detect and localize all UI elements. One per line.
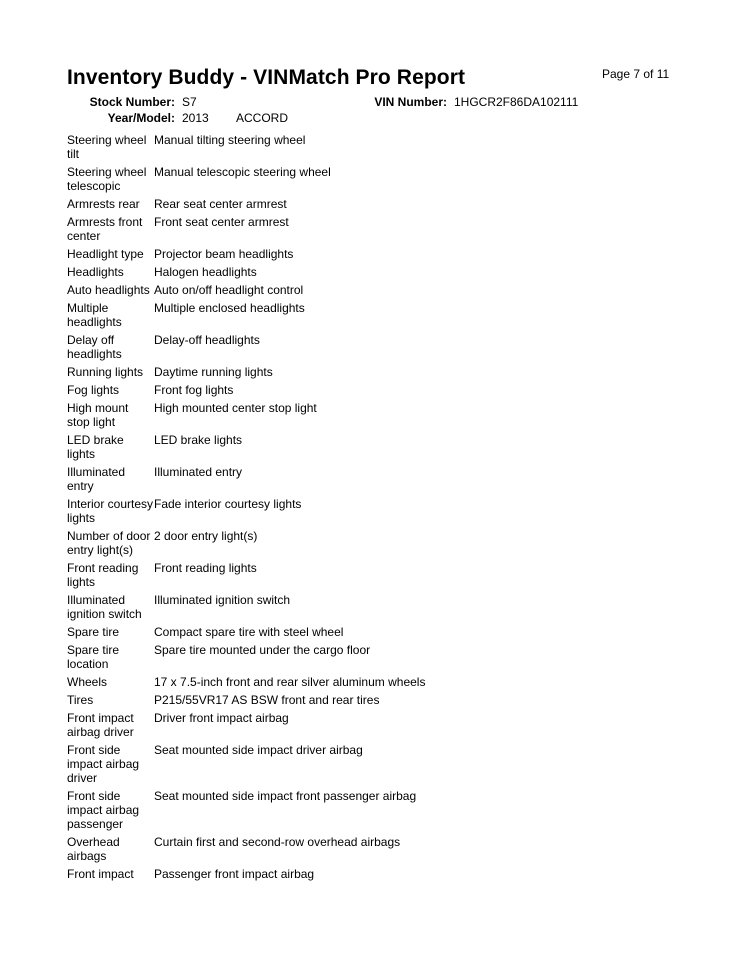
- spec-label: Headlights: [67, 265, 124, 279]
- table-row: [67, 465, 727, 493]
- spec-value: Front seat center armrest: [154, 215, 289, 229]
- table-row: [67, 365, 727, 379]
- spec-value: Driver front impact airbag: [154, 711, 289, 725]
- spec-value: Seat mounted side impact driver airbag: [154, 743, 363, 757]
- table-row: [67, 835, 727, 863]
- spec-label: Number of door entry light(s): [67, 529, 151, 557]
- spec-value: Halogen headlights: [154, 265, 257, 279]
- spec-label: Front impact airbag driver: [67, 711, 134, 739]
- spec-label: Interior courtesy lights: [67, 497, 154, 525]
- table-row: [67, 593, 727, 621]
- spec-value: LED brake lights: [154, 433, 243, 447]
- table-row: [67, 401, 727, 429]
- table-row: [67, 529, 727, 557]
- spec-value: Passenger front impact airbag: [154, 867, 315, 881]
- table-row: [67, 743, 727, 785]
- table-row: [67, 625, 727, 639]
- table-row: [67, 643, 727, 671]
- table-row: [67, 215, 727, 243]
- spec-value: Seat mounted side impact front passenger airbag: [154, 789, 417, 803]
- table-row: [67, 675, 727, 689]
- spec-value: Delay-off headlights: [154, 333, 260, 347]
- table-row: [67, 283, 727, 297]
- spec-label: Spare tire: [67, 625, 120, 639]
- spec-value: Spare tire mounted under the cargo floor: [154, 643, 371, 657]
- spec-label: Front impact: [67, 867, 134, 881]
- spec-value: Multiple enclosed headlights: [154, 301, 305, 315]
- spec-value: Auto on/off headlight control: [154, 283, 304, 297]
- spec-label: Front reading lights: [67, 561, 139, 589]
- spec-label: LED brake lights: [67, 433, 124, 461]
- spec-value: Illuminated entry: [154, 465, 243, 479]
- spec-value: P215/55VR17 AS BSW front and rear tires: [154, 693, 380, 707]
- spec-label: Steering wheel telescopic: [67, 165, 147, 193]
- spec-value: Rear seat center armrest: [154, 197, 287, 211]
- spec-label: Wheels: [67, 675, 108, 689]
- spec-label: Spare tire location: [67, 643, 120, 671]
- spec-label: Fog lights: [67, 383, 120, 397]
- table-row: [67, 133, 727, 161]
- spec-table: [67, 133, 727, 885]
- table-row: [67, 433, 727, 461]
- spec-value: High mounted center stop light: [154, 401, 317, 415]
- spec-value: Fade interior courtesy lights: [154, 497, 302, 511]
- year-value: 2013: [182, 111, 209, 125]
- spec-label: Front side impact airbag passenger: [67, 789, 140, 831]
- spec-value: Curtain first and second-row overhead airbags: [154, 835, 401, 849]
- model-value: ACCORD: [236, 111, 289, 125]
- vin-number-value: 1HGCR2F86DA102111: [454, 95, 579, 109]
- table-row: [67, 561, 727, 589]
- year-model-field: [0, 111, 742, 127]
- spec-value: Front fog lights: [154, 383, 234, 397]
- year-model-label: Year/Model:: [107, 111, 175, 125]
- table-row: [67, 165, 727, 193]
- spec-label: Multiple headlights: [67, 301, 122, 329]
- spec-label: Armrests front center: [67, 215, 143, 243]
- spec-value: Manual tilting steering wheel: [154, 133, 306, 147]
- spec-label: Tires: [67, 693, 94, 707]
- spec-label: Illuminated ignition switch: [67, 593, 142, 621]
- spec-label: Armrests rear: [67, 197, 140, 211]
- spec-label: Auto headlights: [67, 283, 150, 297]
- vin-number-label: VIN Number:: [374, 95, 447, 109]
- stock-number-value: S7: [182, 95, 197, 109]
- spec-label: Running lights: [67, 365, 144, 379]
- spec-value: Manual telescopic steering wheel: [154, 165, 331, 179]
- spec-value: 2 door entry light(s): [154, 529, 258, 543]
- report-title: Inventory Buddy - VINMatch Pro Report: [67, 66, 466, 89]
- spec-value: Projector beam headlights: [154, 247, 294, 261]
- table-row: [67, 333, 727, 361]
- spec-value: 17 x 7.5-inch front and rear silver aluminum wheels: [154, 675, 426, 689]
- spec-label: Illuminated entry: [67, 465, 126, 493]
- spec-value: Daytime running lights: [154, 365, 273, 379]
- stock-number-label: Stock Number:: [89, 95, 175, 109]
- table-row: [67, 383, 727, 397]
- spec-label: Delay off headlights: [67, 333, 122, 361]
- spec-label: Headlight type: [67, 247, 144, 261]
- table-row: [67, 789, 727, 831]
- spec-label: Steering wheel tilt: [67, 133, 147, 161]
- page-number: Page 7 of 11: [602, 67, 670, 81]
- spec-value: Front reading lights: [154, 561, 257, 575]
- spec-value: Compact spare tire with steel wheel: [154, 625, 344, 639]
- table-row: [67, 711, 727, 739]
- spec-label: Front side impact airbag driver: [67, 743, 140, 785]
- table-row: [67, 301, 727, 329]
- table-row: [67, 265, 727, 279]
- spec-label: High mount stop light: [67, 401, 129, 429]
- table-row: [67, 693, 727, 707]
- spec-value: Illuminated ignition switch: [154, 593, 291, 607]
- table-row: [67, 497, 727, 525]
- stock-number-field: [0, 95, 742, 111]
- spec-label: Overhead airbags: [67, 835, 120, 863]
- table-row: [67, 197, 727, 211]
- table-row: [67, 247, 727, 261]
- table-row: [67, 867, 727, 881]
